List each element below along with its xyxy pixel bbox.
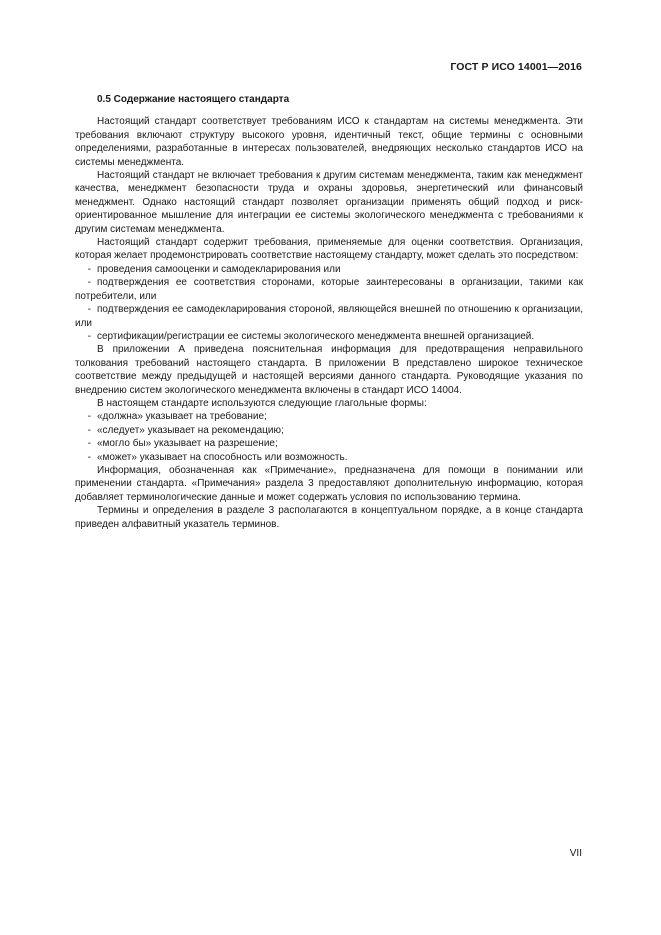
paragraph-1: Настоящий стандарт соответствует требованиям ИСО к стандартам на системы менеджмента. Эти требования включают структуру высокого уровня, идентичный текст, общие термины с основными определениями, разработанные в интересах пользователей, внедряющих несколько стандартов ИСО на системы менеджмента. — [75, 116, 583, 168]
list-dash: - — [87, 277, 91, 289]
list-dash: - — [87, 263, 91, 275]
paragraph-4: В приложении А приведена пояснительная информация для предотвращения неправильного толкования требований настоящего стандарта. В приложении В представлено широкое техническое соответствие между предыдущей и настоящей версиями данного стандарта. Руководящие указания по внедрению систем экологического менеджмента включены в стандарт ИСО 14004. — [75, 344, 583, 396]
list-item — [75, 330, 583, 343]
page-number: VII — [569, 848, 582, 859]
verb-forms-list — [75, 410, 583, 464]
paragraph-3: Настоящий стандарт содержит требования, применяемые для оценки соответствия. Организация, которая желает продемонстрировать соответствие настоящему стандарту, может сделать это посредством: — [75, 237, 583, 262]
document-body — [75, 93, 583, 531]
list-item-text: сертификации/регистрации ее системы экологического менеджмента внешней организацией. — [97, 330, 535, 342]
list-item-text: «может» указывает на способность или возможность. — [97, 451, 348, 463]
document-header: ГОСТ Р ИСО 14001—2016 — [450, 61, 582, 73]
list-dash: - — [87, 438, 91, 450]
list-item-text: проведения самооценки и самодекларирования или — [97, 263, 341, 275]
list-item — [75, 424, 583, 437]
list-item — [75, 263, 583, 276]
list-dash: - — [87, 424, 91, 436]
paragraph-6: Информация, обозначенная как «Примечание», предназначена для помощи в понимании или применении стандарта. «Примечания» раздела 3 предоставляют дополнительную информацию, которая добавляет терминологические данные и может содержать условия по использованию термина. — [75, 464, 583, 503]
list-item — [75, 451, 583, 464]
conformity-methods-list — [75, 263, 583, 343]
paragraph-2: Настоящий стандарт не включает требования к другим системам менеджмента, таким как менеджмент качества, менеджмент безопасности труда и охраны здоровья, энергетический или финансовый менеджмент. Однако настоящий стандарт позволяет организации применять общий подход и риск-ориентированное мышление для интеграции ее системы экологического менеджмента с требованиями к другим системам менеджмента. — [75, 170, 583, 235]
list-item-text: подтверждения ее соответствия сторонами, которые заинтересованы в организации, такими как потребители, или — [75, 277, 583, 302]
list-item — [75, 276, 583, 303]
paragraph-7: Термины и определения в разделе 3 располагаются в концептуальном порядке, а в конце стандарта приведен алфавитный указатель терминов. — [75, 505, 583, 530]
list-item — [75, 410, 583, 423]
list-item-text: «следует» указывает на рекомендацию; — [97, 424, 284, 436]
list-item — [75, 303, 583, 330]
list-item-text: «должна» указывает на требование; — [97, 411, 267, 423]
list-dash: - — [87, 451, 91, 463]
list-item-text: подтверждения ее самодекларирования стороной, являющейся внешней по отношению к организации, или — [75, 304, 583, 329]
list-dash: - — [87, 330, 91, 342]
section-title: 0.5 Содержание настоящего стандарта — [97, 94, 290, 105]
list-dash: - — [87, 304, 91, 316]
paragraph-5: В настоящем стандарте используются следующие глагольные формы: — [97, 397, 427, 409]
list-item-text: «могло бы» указывает на разрешение; — [97, 438, 278, 450]
list-dash: - — [87, 411, 91, 423]
list-item — [75, 437, 583, 450]
